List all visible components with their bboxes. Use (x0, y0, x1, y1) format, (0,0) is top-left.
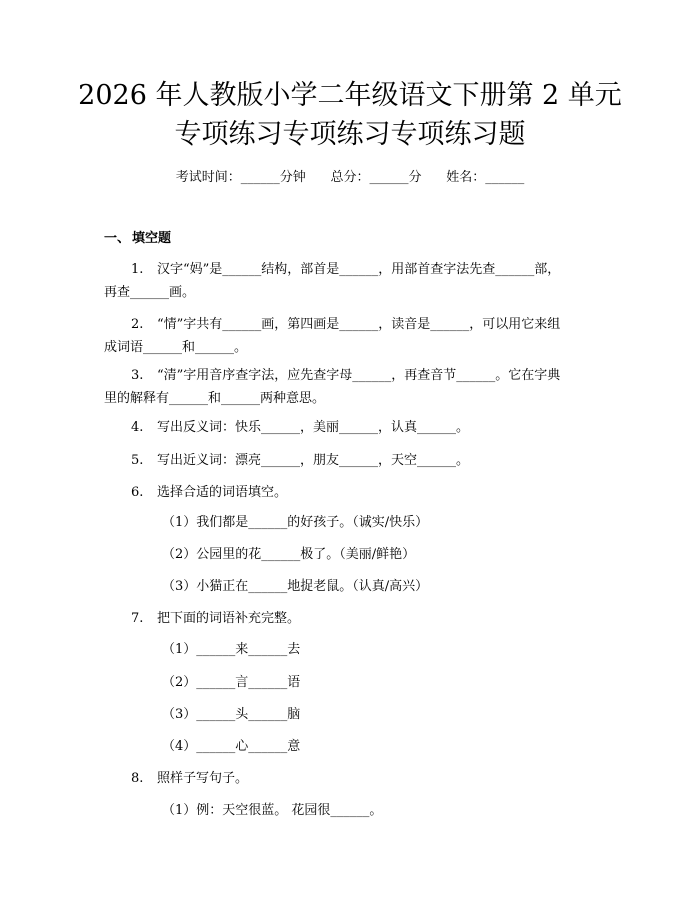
question-8 (104, 767, 601, 790)
question-number: 5. (131, 453, 144, 468)
question-7 (104, 607, 601, 630)
question-2 (104, 313, 601, 359)
q6-item-3: （3）小猫正在______地捉老鼠。（认真/高兴） (162, 579, 429, 594)
q7-item-3: （3）______头______脑 (162, 707, 301, 722)
question-6 (104, 481, 601, 504)
question-text: 照样子写句子。 (157, 771, 249, 786)
q7-item-4: （4）______心______意 (162, 739, 301, 754)
question-text: 写出反义词：快乐______，美丽______，认真______。 (157, 420, 470, 435)
question-text: “清”字用音序查字法，应先查字母______，再查音节______。它在字典 (157, 368, 561, 383)
question-3 (104, 364, 601, 410)
question-text: 写出近义词：漂亮______，朋友______，天空______。 (157, 453, 470, 468)
question-text: 选择合适的词语填空。 (157, 485, 288, 500)
question-text: 把下面的词语补充完整。 (157, 611, 301, 626)
question-1 (104, 258, 601, 304)
question-number: 2. (131, 317, 144, 332)
question-number: 7. (131, 611, 144, 626)
question-text-continued: 再查______画。 (104, 285, 196, 300)
question-4 (104, 416, 601, 439)
question-number: 1. (131, 262, 144, 277)
question-number: 4. (131, 420, 144, 435)
question-text: 汉字“妈”是______结构，部首是______，用部首查字法先查______部， (157, 262, 561, 277)
q6-item-2: （2）公园里的花______极了。（美丽/鲜艳） (162, 547, 416, 562)
question-5 (104, 449, 601, 472)
page-title-line1: 2026 年人教版小学二年级语文下册第 2 单元 (78, 80, 622, 111)
section-title: 填空题 (132, 231, 172, 246)
question-number: 6. (131, 485, 144, 500)
q6-item-1: （1）我们都是______的好孩子。（诚实/快乐） (162, 515, 429, 530)
exam-info: 考试时间：______分钟 总分：______分 姓名：______ (175, 170, 525, 185)
q7-item-2: （2）______言______语 (162, 675, 301, 690)
q8-item-1: （1）例：天空很蓝。 花园很______。 (162, 803, 383, 818)
question-text-continued: 成词语______和______。 (104, 340, 248, 355)
question-number: 8. (131, 771, 144, 786)
section-heading (104, 230, 171, 248)
question-number: 3. (131, 368, 144, 383)
q7-item-1: （1）______来______去 (162, 642, 301, 657)
question-text-continued: 里的解释有______和______两种意思。 (104, 391, 326, 406)
question-text: “情”字共有______画，第四画是______，读音是______，可以用它来组 (157, 317, 561, 332)
page-title-line2: 专项练习专项练习专项练习题 (174, 119, 526, 150)
section-number: 一、 (104, 231, 131, 246)
